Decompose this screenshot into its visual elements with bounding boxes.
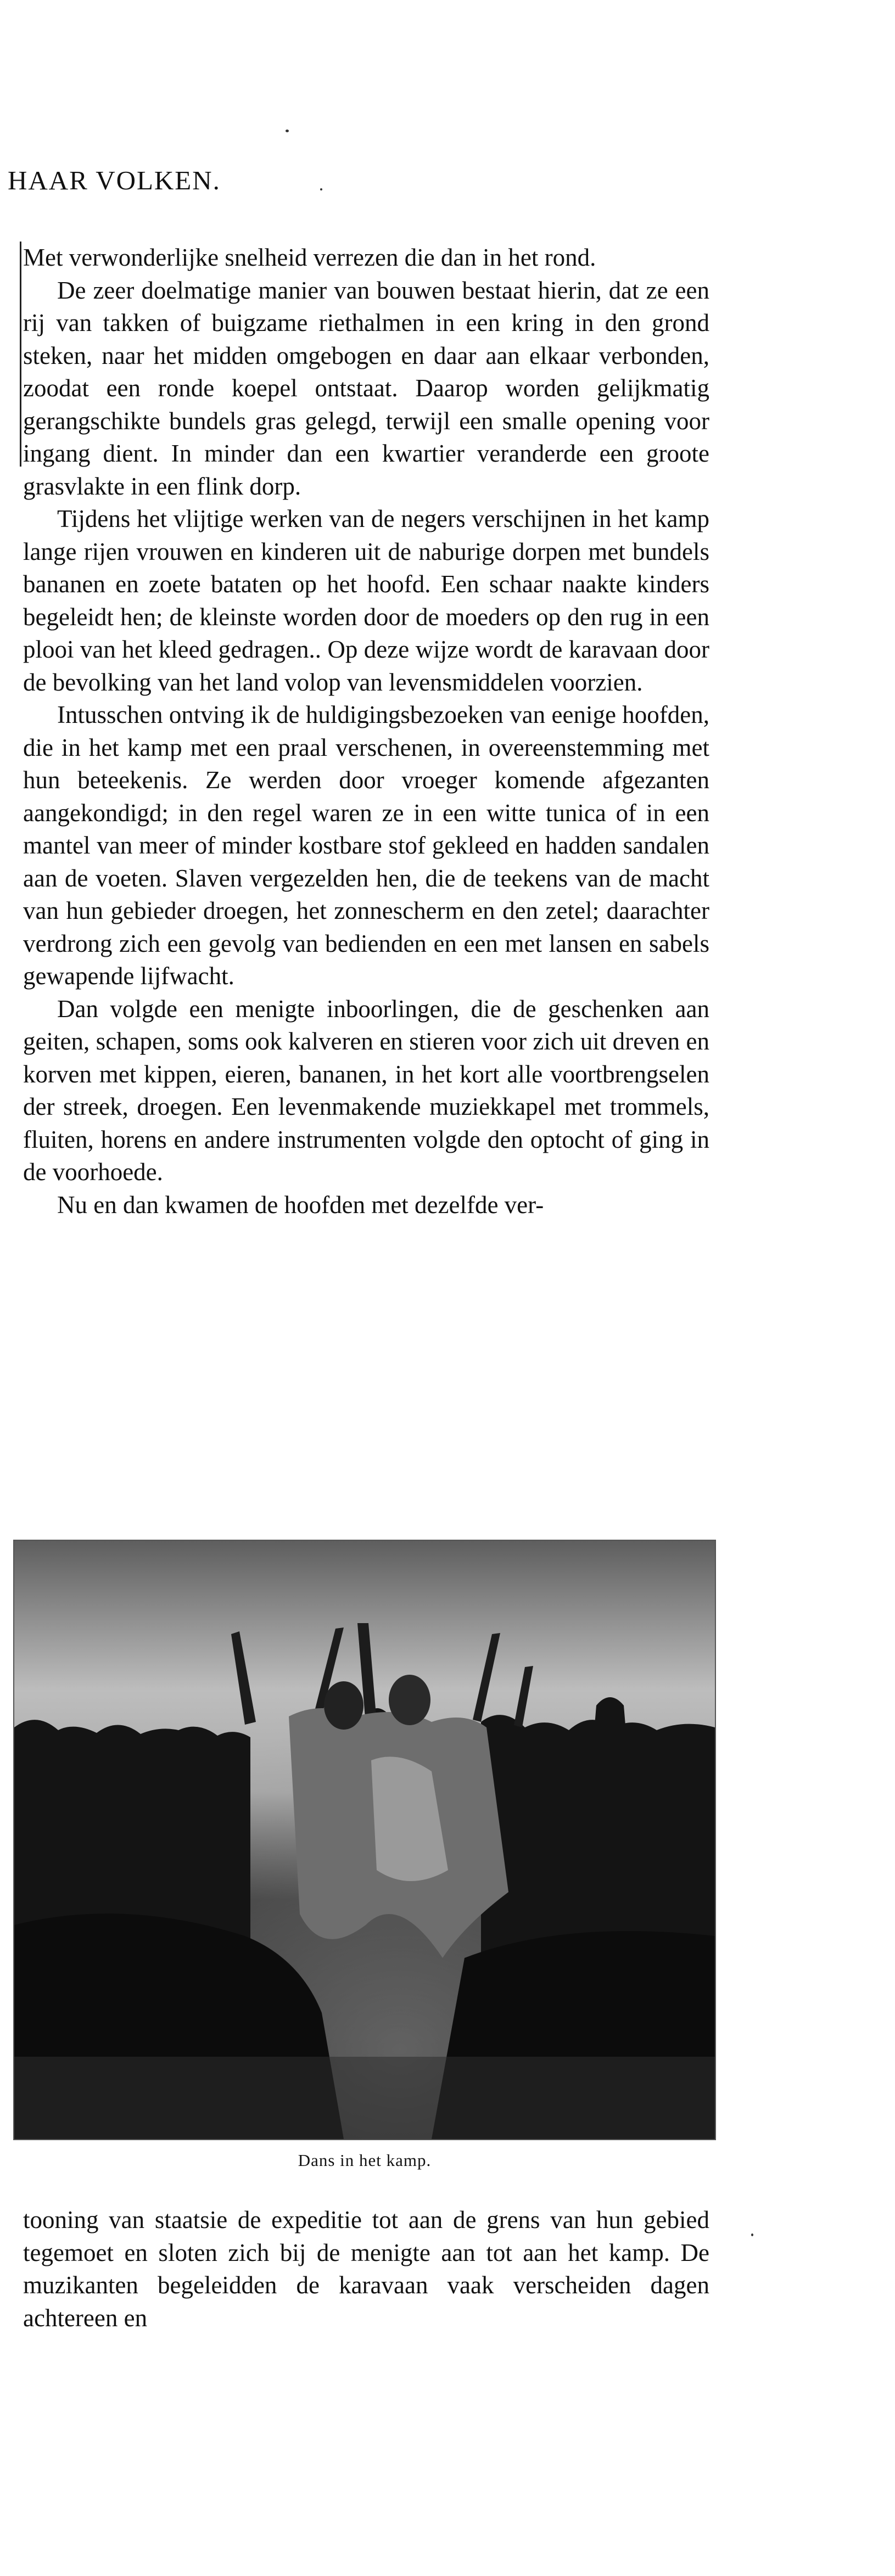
print-speck: [286, 130, 289, 132]
body-text-lower: [23, 2204, 709, 2334]
paragraph: Tijdens het vlijtige werken van de negers verschijnen in het kamp lange rijen vrouwen en kinderen uit de naburige dorpen met bundels bananen en zoete bataten op het hoofd. Een schaar naakte kinders begeleidt hen; de kleinste worden door de moeders op den rug in een plooi van het kleed gedragen.. Op deze wijze wordt de karavaan door de bevolking van het land volop van levensmiddelen voorzien.: [23, 505, 709, 696]
print-speck: [320, 188, 322, 190]
paragraph: Nu en dan kwamen de hoofden met dezelfde ver-: [57, 1191, 544, 1219]
body-text-upper: [23, 242, 709, 1221]
figure-caption: Dans in het kamp.: [298, 2151, 432, 2170]
paragraph: Intusschen ontving ik de huldigingsbezoeken van eenige hoofden, die in het kamp met een praal verschenen, in overeenstemming met hun beteekenis. Ze werden door vroeger komende afgezanten aangekondigd; in den regel waren ze in een witte tunica of in een mantel van meer of minder kostbare stof gekleed en hadden sandalen aan de voeten. Slaven vergezelden hen, die de teekens van de macht van hun gebieder droegen, het zonnescherm en den zetel; daarachter verdrong zich een gevolg van bedienden en een met lansen en sabels gewapende lijfwacht.: [23, 701, 709, 990]
paragraph: tooning van staatsie de expeditie tot aan de grens van hun gebied tegemoet en sloten zich bij de menigte aan tot aan het kamp. De muzikanten begeleidden de karavaan vaak verscheiden dagen achtereen en: [23, 2206, 709, 2332]
print-speck: [751, 2233, 753, 2236]
margin-rule: [20, 242, 21, 467]
paragraph: Met verwonderlijke snelheid verrezen die dan in het rond.: [23, 244, 596, 271]
paragraph: Dan volgde een menigte inboorlingen, die de geschenken aan geiten, schapen, soms ook kalveren en stieren voor zich uit dreven en korven met kippen, eieren, bananen, in het kort alle voortbrengselen der streek, droegen. Een levenmakende muziekkapel met trommels, fluiten, horens en andere instrumenten volgde den optocht of ging in de voorhoede.: [23, 995, 709, 1186]
running-head: HAAR VOLKEN.: [8, 165, 221, 195]
dance-photograph: [13, 1540, 716, 2140]
paragraph: De zeer doelmatige manier van bouwen bestaat hierin, dat ze een rij van takken of buigzame riethalmen in een kring in den grond steken, naar het midden omgebogen en daar aan elkaar verbonden, zoodat een ronde koepel ontstaat. Daarop worden gelijkmatig gerangschikte bundels gras gelegd, terwijl een smalle opening voor ingang dient. In minder dan een kwartier veranderde een groote grasvlakte in een flink dorp.: [23, 276, 709, 500]
